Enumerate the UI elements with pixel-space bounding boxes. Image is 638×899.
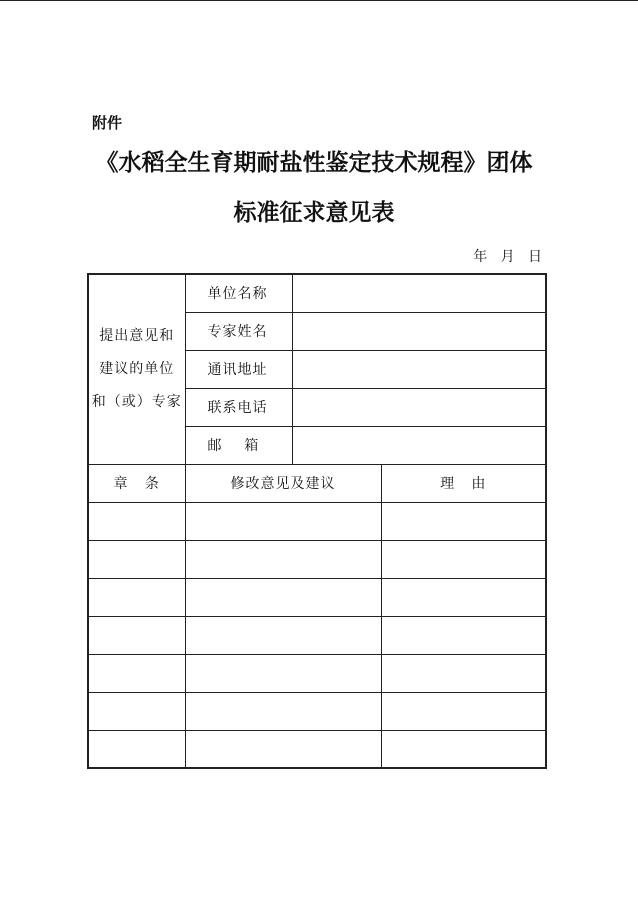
clause-cell[interactable] <box>88 654 185 692</box>
comment-row <box>88 540 546 578</box>
proposer-label <box>88 274 185 464</box>
attachment-label: 附件 <box>92 114 123 132</box>
date-line: 年 月 日 <box>473 249 542 265</box>
field-label-email: 邮 箱 <box>185 426 292 464</box>
comment-header-row <box>88 464 546 502</box>
proposer-label-line: 提出意见和 <box>99 327 175 344</box>
proposer-label-line: 和（或）专家 <box>91 393 182 410</box>
comment-row <box>88 502 546 540</box>
reason-cell[interactable] <box>381 730 546 768</box>
field-label-unit-name: 单位名称 <box>185 274 292 312</box>
clause-cell[interactable] <box>88 578 185 616</box>
comment-row <box>88 616 546 654</box>
suggestion-cell[interactable] <box>185 654 381 692</box>
header-clause: 章 条 <box>88 464 185 502</box>
proposer-label-line: 建议的单位 <box>99 360 175 377</box>
header-suggestion: 修改意见及建议 <box>185 464 381 502</box>
document-title-line1: 《水稻全生育期耐盐性鉴定技术规程》团体 <box>95 149 533 176</box>
reason-cell[interactable] <box>381 578 546 616</box>
field-label-expert-name: 专家姓名 <box>185 312 292 350</box>
header-reason: 理 由 <box>381 464 546 502</box>
page-top-border <box>0 0 638 1</box>
clause-cell[interactable] <box>88 692 185 730</box>
field-value-unit-name[interactable] <box>292 274 546 312</box>
field-label-phone: 联系电话 <box>185 388 292 426</box>
field-label-address: 通讯地址 <box>185 350 292 388</box>
suggestion-cell[interactable] <box>185 616 381 654</box>
suggestion-cell[interactable] <box>185 540 381 578</box>
reason-cell[interactable] <box>381 654 546 692</box>
suggestion-cell[interactable] <box>185 502 381 540</box>
info-row <box>88 274 546 312</box>
suggestion-cell[interactable] <box>185 578 381 616</box>
comment-row <box>88 578 546 616</box>
reason-cell[interactable] <box>381 502 546 540</box>
comment-row <box>88 730 546 768</box>
reason-cell[interactable] <box>381 540 546 578</box>
comment-row <box>88 692 546 730</box>
reason-cell[interactable] <box>381 616 546 654</box>
clause-cell[interactable] <box>88 730 185 768</box>
suggestion-cell[interactable] <box>185 692 381 730</box>
document-title-line2: 标准征求意见表 <box>233 199 395 226</box>
field-value-address[interactable] <box>292 350 546 388</box>
feedback-form-table <box>87 273 547 769</box>
reason-cell[interactable] <box>381 692 546 730</box>
comment-row <box>88 654 546 692</box>
clause-cell[interactable] <box>88 540 185 578</box>
clause-cell[interactable] <box>88 502 185 540</box>
clause-cell[interactable] <box>88 616 185 654</box>
field-value-expert-name[interactable] <box>292 312 546 350</box>
field-value-email[interactable] <box>292 426 546 464</box>
suggestion-cell[interactable] <box>185 730 381 768</box>
field-value-phone[interactable] <box>292 388 546 426</box>
